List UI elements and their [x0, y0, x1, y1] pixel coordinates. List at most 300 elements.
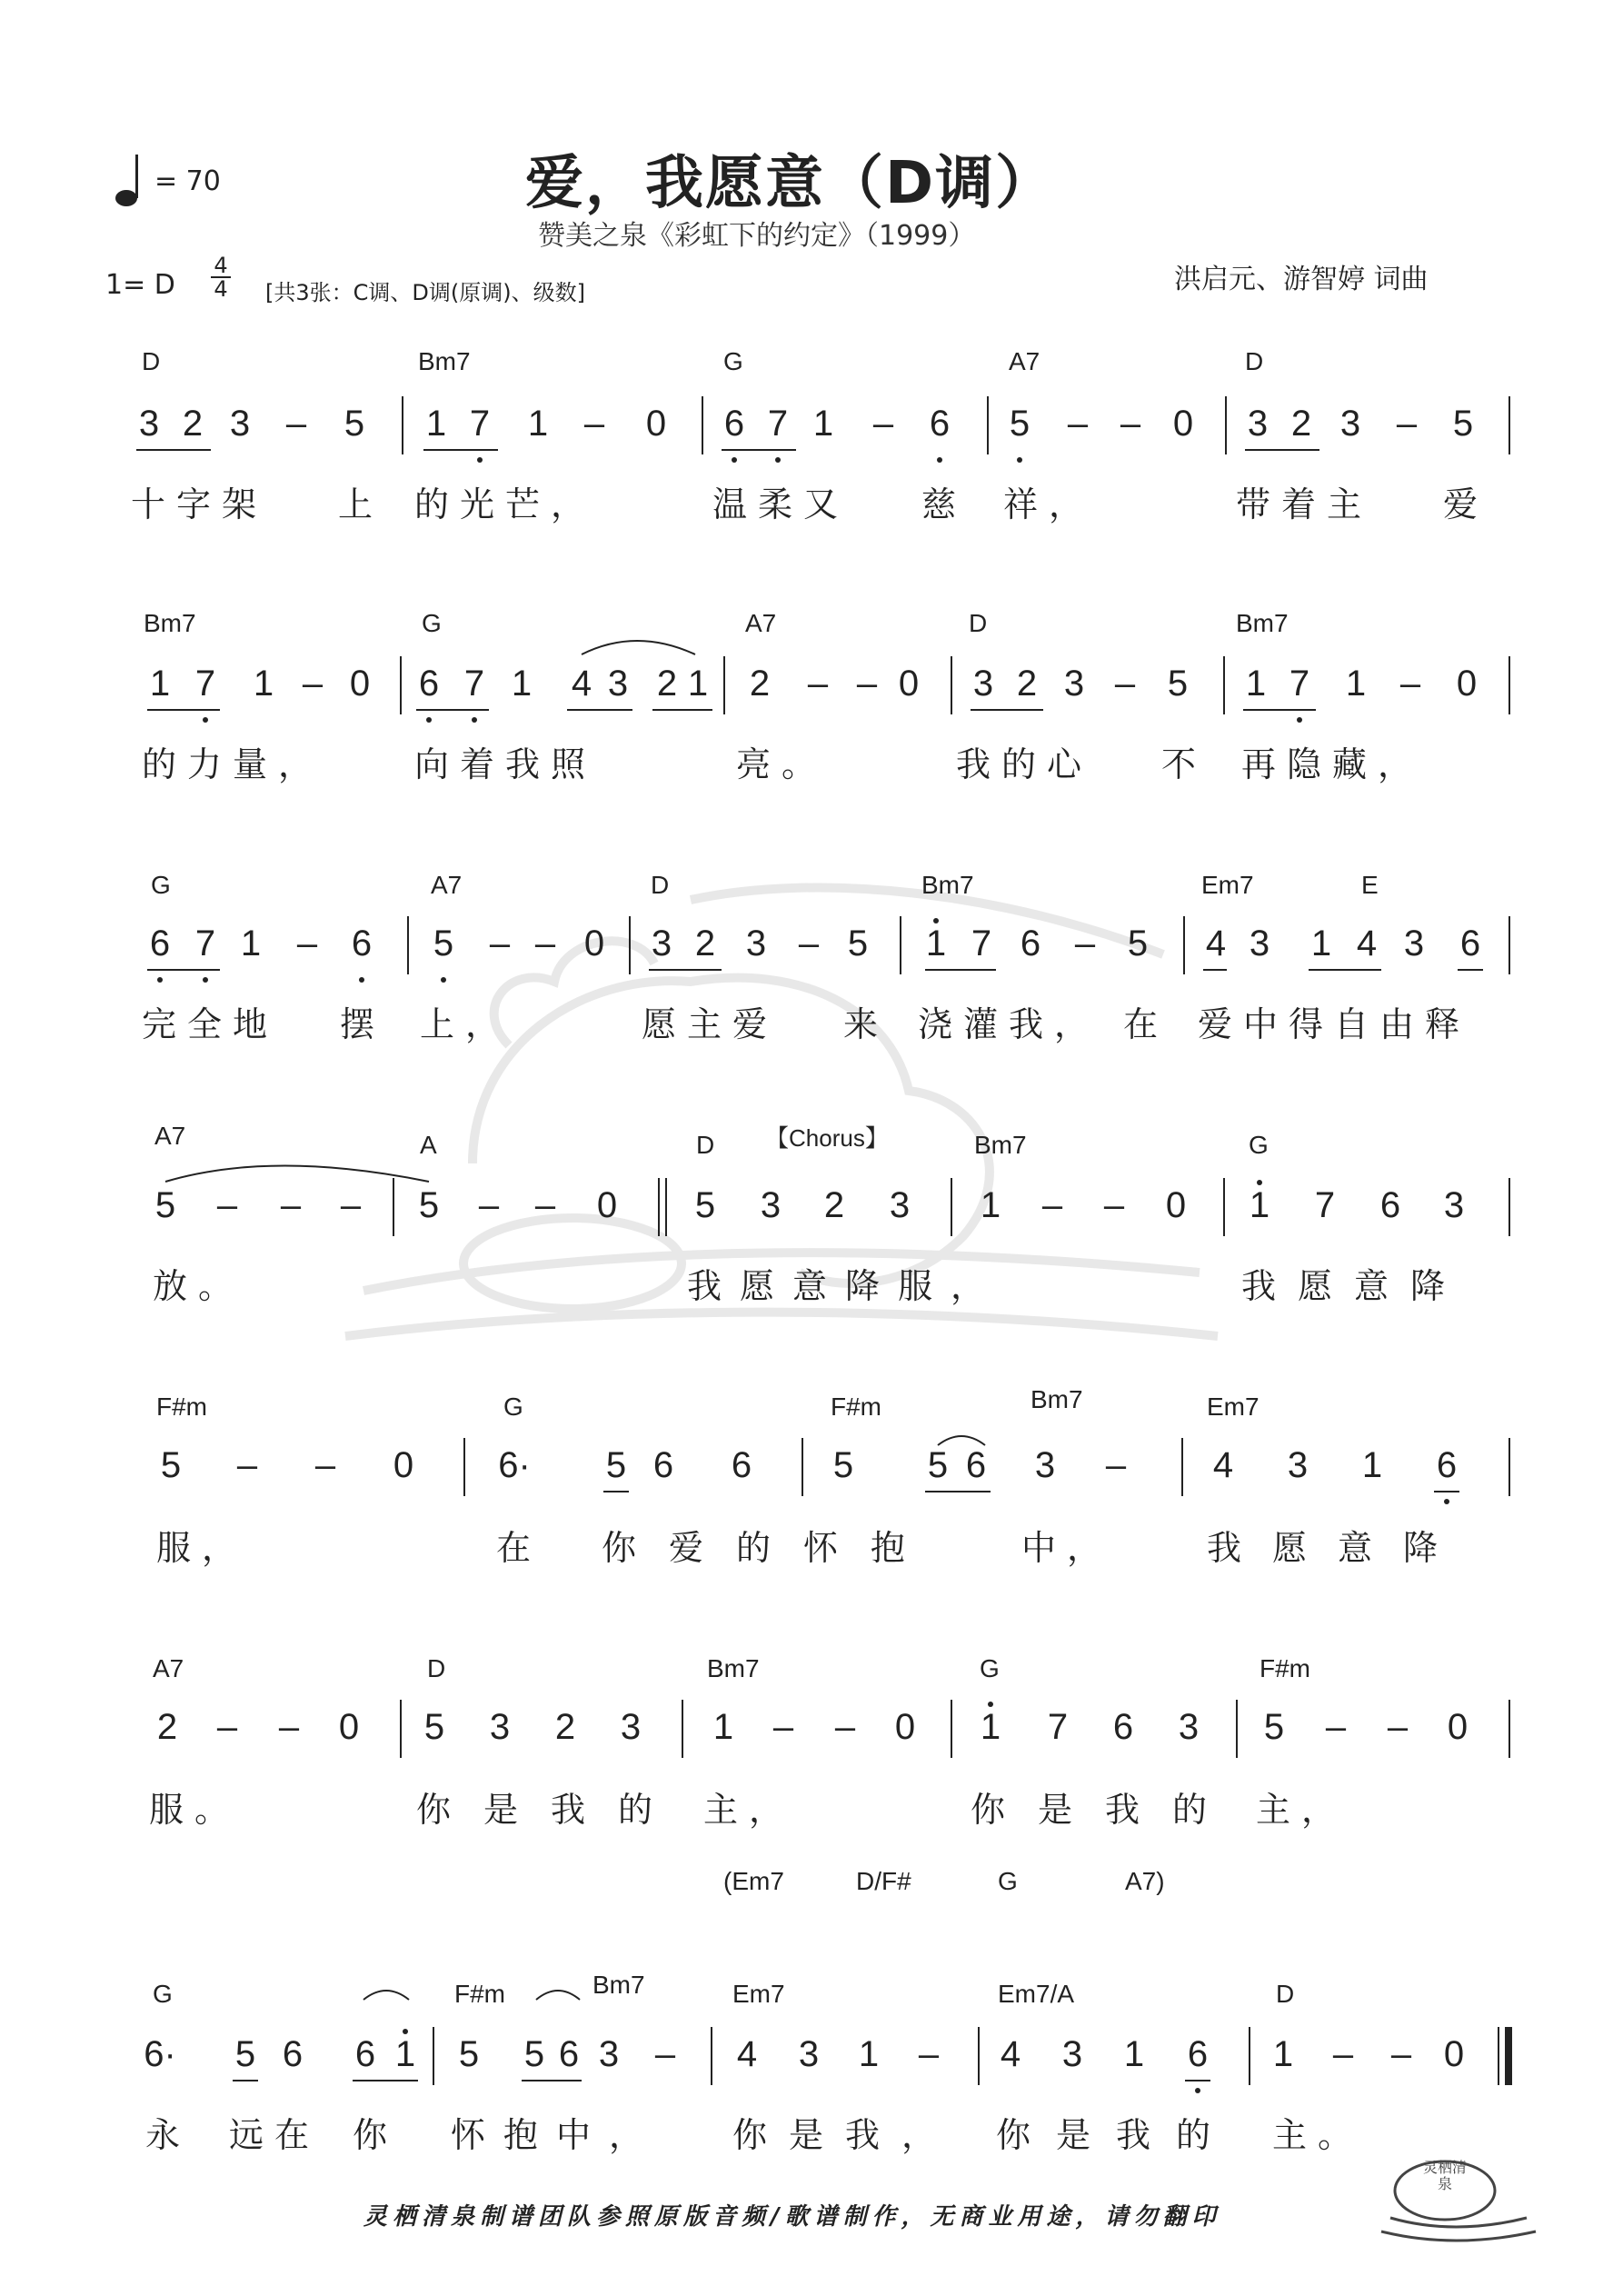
note: – [856, 664, 878, 704]
chord: Bm7 [707, 1654, 760, 1682]
note: 0 [894, 1707, 916, 1747]
bar-line [682, 1700, 683, 1758]
chord: G [422, 609, 442, 637]
chord: Bm7 [418, 347, 471, 375]
note: 2 [1016, 664, 1038, 704]
chord: Bm7 [974, 1131, 1027, 1159]
note: – [1325, 1707, 1347, 1747]
note: 6 [723, 404, 745, 444]
note: 1 [980, 1185, 1001, 1225]
chord: G [153, 1980, 173, 2008]
note: – [216, 1185, 238, 1225]
note: 1 [1272, 2034, 1294, 2074]
note: 2 [156, 1707, 178, 1747]
note: – [918, 2034, 940, 2074]
note: 6 [929, 404, 951, 444]
chord: Bm7 [592, 1971, 645, 1999]
note: 5 [847, 923, 869, 963]
beam [522, 2080, 582, 2081]
lyric: 爱中得自由释 [1198, 1004, 1471, 1044]
note: – [798, 923, 820, 963]
beam [1309, 969, 1381, 971]
lyric: 祥， [1003, 484, 1095, 524]
note: 0 [1165, 1185, 1187, 1225]
note: 0 [898, 664, 920, 704]
lyric: 慈 [921, 484, 968, 524]
note: 5 [605, 1445, 627, 1485]
chord: F#m [156, 1393, 207, 1421]
lyric: 放。 [153, 1266, 244, 1306]
note: – [302, 664, 324, 704]
lyric: 在 [496, 1528, 543, 1568]
chord: D [1245, 347, 1264, 375]
note: – [478, 1185, 500, 1225]
note: 7 [1047, 1707, 1069, 1747]
chord: Em7 [732, 1980, 785, 2008]
chord: Em7 [1201, 871, 1254, 899]
note: 0 [1456, 664, 1478, 704]
beam [147, 969, 220, 971]
chord: Bm7 [1236, 609, 1289, 637]
bar-line [1183, 916, 1185, 974]
note: 5 [1167, 664, 1189, 704]
chorus-section-label: 【Chorus】 [765, 1124, 889, 1152]
note: 3 [607, 664, 629, 704]
bar-line [723, 656, 725, 714]
note: – [1114, 664, 1136, 704]
note: 7 [194, 664, 216, 704]
octave-dot [988, 1702, 993, 1707]
lyric: 再隐藏， [1241, 744, 1424, 784]
note: 6 [418, 664, 440, 704]
song-title: 爱，我愿意（D调） [525, 150, 1056, 217]
note: 0 [596, 1185, 618, 1225]
note: 3 [972, 664, 994, 704]
chord: Bm7 [921, 871, 974, 899]
quarter-note-icon [115, 155, 138, 206]
note: 4 [1356, 923, 1378, 963]
note: 3 [1287, 1445, 1309, 1485]
note: 6 [351, 923, 373, 963]
octave-dot [477, 457, 483, 463]
note: 3 [1247, 404, 1269, 444]
lyric: 温柔又 [712, 484, 850, 524]
note: – [489, 923, 511, 963]
bar-line [1225, 396, 1227, 454]
chord: G [723, 347, 743, 375]
bar-line [702, 396, 703, 454]
note: 1 [511, 664, 533, 704]
lyric: 十字架 [131, 484, 268, 524]
note: 3 [1443, 1185, 1465, 1225]
note: 1 [394, 2034, 416, 2074]
note: 4 [1000, 2034, 1021, 2074]
beam [971, 709, 1043, 711]
beam [353, 2080, 418, 2081]
chord: G [980, 1654, 1000, 1682]
lyric: 的光芒， [414, 484, 597, 524]
note: 1 [1245, 664, 1267, 704]
chord: F#m [831, 1393, 881, 1421]
sheets-note: [共3张：C调、D调(原调)、级数] [265, 280, 585, 305]
bar-line [1223, 656, 1225, 714]
note: 3 [760, 1185, 782, 1225]
note: 3 [1403, 923, 1425, 963]
time-bottom: 4 [211, 276, 231, 300]
lyric: 在 [1123, 1004, 1170, 1044]
note: 6 [1459, 923, 1481, 963]
chord: E [1361, 871, 1379, 899]
note: 7 [469, 404, 491, 444]
note: 2 [182, 404, 204, 444]
note: 2 [554, 1707, 576, 1747]
octave-dot [426, 717, 432, 723]
beam [652, 709, 712, 711]
note: 0 [393, 1445, 414, 1485]
note: 6 [965, 1445, 987, 1485]
bar-line [1181, 1438, 1183, 1496]
note: 2 [1290, 404, 1312, 444]
lyric: 我愿意降 [1207, 1528, 1469, 1568]
note: – [1387, 1707, 1409, 1747]
note: 3 [1061, 2034, 1083, 2074]
bar-line [629, 916, 631, 974]
note: – [340, 1185, 362, 1225]
chord: A [420, 1131, 437, 1159]
time-signature [211, 255, 231, 300]
note: – [236, 1445, 258, 1485]
lyric: 爱 [1443, 484, 1489, 524]
note: 5 [154, 1185, 176, 1225]
lyric: 你爱的怀抱 [602, 1528, 939, 1568]
note: – [1396, 404, 1418, 444]
bar-line [951, 1178, 952, 1236]
chord: Bm7 [144, 609, 196, 637]
bar-line [463, 1438, 465, 1496]
beam [416, 709, 489, 711]
beam [423, 449, 498, 451]
note: 5 [1127, 923, 1149, 963]
note: 5 [1452, 404, 1474, 444]
chord: G [151, 871, 171, 899]
octave-dot [441, 977, 446, 983]
note: 3 [1178, 1707, 1200, 1747]
lyric: 你是我的 [996, 2115, 1237, 2155]
note: 1 [925, 923, 947, 963]
note: 1 [980, 1707, 1001, 1747]
beam [603, 1491, 629, 1492]
lyric: 主， [1256, 1790, 1348, 1830]
chord: F#m [1260, 1654, 1310, 1682]
lyric: 我的心 [956, 744, 1093, 784]
chord: A7 [154, 1122, 186, 1150]
beam [136, 449, 211, 451]
lyric: 你 [353, 2115, 399, 2155]
lyric: 远在 [229, 2115, 321, 2155]
note: 6 [282, 2034, 304, 2074]
tempo-marking: = 70 [154, 165, 221, 197]
bar-line [951, 1700, 952, 1758]
note: – [1120, 404, 1141, 444]
note: 5 [160, 1445, 182, 1485]
note: 4 [1212, 1445, 1234, 1485]
bar-line [402, 396, 403, 454]
beam [649, 969, 722, 971]
note: – [872, 404, 894, 444]
note: – [314, 1445, 336, 1485]
bar-line [1508, 656, 1510, 714]
note: 0 [1447, 1707, 1469, 1747]
beam [722, 449, 796, 451]
note: – [1399, 664, 1421, 704]
end-bar-line [1498, 2027, 1499, 2085]
logo-text: 灵栖清泉 [1423, 2159, 1468, 2192]
note: 5 [433, 923, 454, 963]
octave-dot [203, 717, 208, 723]
lyric: 愿主爱 [642, 1004, 779, 1044]
note: 3 [1063, 664, 1085, 704]
bar-line [900, 916, 901, 974]
note: 1 [149, 664, 171, 704]
note: – [285, 404, 307, 444]
note: 5 [344, 404, 365, 444]
octave-dot [933, 918, 939, 923]
note: 0 [645, 404, 667, 444]
chord: D [427, 1654, 446, 1682]
lyric: 亮。 [736, 744, 828, 784]
note: 7 [1289, 664, 1310, 704]
lyric: 上 [338, 484, 384, 524]
note: 3 [598, 2034, 620, 2074]
beam [233, 2080, 258, 2081]
bar-line [1236, 1700, 1238, 1758]
chord: A7 [431, 871, 463, 899]
octave-dot [732, 457, 737, 463]
alt-chord: G [998, 1867, 1018, 1895]
note: 6· [144, 2034, 176, 2074]
bar-line [711, 2027, 712, 2085]
note: 1 [1123, 2034, 1145, 2074]
note: – [296, 923, 318, 963]
bar-line [802, 1438, 803, 1496]
note: – [834, 1707, 856, 1747]
bar-line [1508, 396, 1510, 454]
note: 5 [458, 2034, 480, 2074]
chord: Em7/A [998, 1980, 1075, 2008]
beam [567, 709, 632, 711]
note: – [278, 1707, 300, 1747]
bar-line [1508, 1178, 1510, 1236]
note: 3 [229, 404, 251, 444]
note: – [1074, 923, 1096, 963]
octave-dot [1195, 2088, 1200, 2093]
chord: F#m [454, 1980, 505, 2008]
note: 7 [1314, 1185, 1336, 1225]
octave-dot [1444, 1499, 1449, 1504]
chord: D [1276, 1980, 1295, 2008]
beam [1245, 449, 1319, 451]
lyric: 服。 [149, 1790, 241, 1830]
note: 6 [354, 2034, 376, 2074]
lyric: 永 [145, 2115, 192, 2155]
chord: G [503, 1393, 523, 1421]
octave-dot [157, 977, 163, 983]
note: 5 [832, 1445, 854, 1485]
bar-line [1223, 1178, 1225, 1236]
note: 0 [349, 664, 371, 704]
note: 2 [749, 664, 771, 704]
note: 4 [1205, 923, 1227, 963]
note: 5 [927, 1445, 949, 1485]
lyric: 我愿意降 [1241, 1266, 1468, 1306]
note: 5 [694, 1185, 716, 1225]
note: 3 [798, 2034, 820, 2074]
octave-dot [1297, 717, 1302, 723]
note: 7 [971, 923, 992, 963]
note: 1 [1361, 1445, 1383, 1485]
chord: D [969, 609, 988, 637]
bar-line [665, 1178, 667, 1236]
note: 7 [767, 404, 789, 444]
octave-dot [472, 717, 477, 723]
note: 6 [652, 1445, 674, 1485]
note: 0 [1172, 404, 1194, 444]
bar-line [1249, 2027, 1250, 2085]
note: – [807, 664, 829, 704]
note: – [534, 923, 556, 963]
lyric: 的力量， [142, 744, 324, 784]
lyric: 浇灌我， [918, 1004, 1100, 1044]
bar-line [433, 2027, 434, 2085]
lyric: 我愿意降服， [687, 1266, 1004, 1306]
note: 1 [712, 1707, 734, 1747]
chord: D [651, 871, 670, 899]
note: 6 [558, 2034, 580, 2074]
chord: Bm7 [1031, 1385, 1083, 1413]
note: 1 [1310, 923, 1332, 963]
note: 3 [889, 1185, 911, 1225]
lyric: 摆 [340, 1004, 386, 1044]
lyric: 服， [156, 1528, 248, 1568]
note: – [1103, 1185, 1125, 1225]
note: 1 [687, 664, 709, 704]
chord: D [696, 1131, 715, 1159]
note: 3 [138, 404, 160, 444]
lyric: 上， [420, 1004, 512, 1044]
lyric: 主。 [1272, 2115, 1364, 2155]
note: – [772, 1707, 794, 1747]
beam [925, 969, 996, 971]
note: – [534, 1185, 556, 1225]
beam [925, 1491, 991, 1492]
note: 7 [463, 664, 485, 704]
lyric: 中， [1021, 1528, 1113, 1568]
note: – [1041, 1185, 1063, 1225]
note: 0 [1443, 2034, 1465, 2074]
note: 5 [234, 2034, 256, 2074]
beam [1203, 969, 1227, 971]
note: 1 [1249, 1185, 1270, 1225]
note: 1 [858, 2034, 880, 2074]
note: 0 [583, 923, 605, 963]
beam [1458, 969, 1483, 971]
lyric: 怀抱中， [451, 2115, 662, 2155]
note: 2 [656, 664, 678, 704]
alt-chord: D/F# [856, 1867, 911, 1895]
bar-line [658, 1178, 660, 1236]
chord: D [142, 347, 161, 375]
note: 6 [1379, 1185, 1401, 1225]
note: 5 [423, 1707, 445, 1747]
note: 1 [812, 404, 834, 444]
note: 3 [1249, 923, 1270, 963]
note: – [654, 2034, 676, 2074]
note: – [1067, 404, 1089, 444]
note: 0 [338, 1707, 360, 1747]
note: 3 [651, 923, 672, 963]
note: 1 [240, 923, 262, 963]
lyric: 你是我， [732, 2115, 959, 2155]
authors: 洪启元、游智婷 词曲 [1174, 264, 1429, 295]
bar-line [393, 1178, 394, 1236]
note: 6 [1187, 2034, 1209, 2074]
note: 6· [498, 1445, 531, 1485]
chord: A7 [745, 609, 777, 637]
note: 1 [425, 404, 447, 444]
note: 1 [1345, 664, 1367, 704]
chord: A7 [1009, 347, 1041, 375]
note: – [1105, 1445, 1127, 1485]
end-bar-line-thick [1505, 2027, 1512, 2085]
note: 6 [1112, 1707, 1134, 1747]
note: 6 [149, 923, 171, 963]
octave-dot [359, 977, 364, 983]
lyric: 带着主 [1236, 484, 1373, 524]
note: – [1390, 2034, 1412, 2074]
footer-note: 灵栖清泉制谱团队参照原版音频/歌谱制作，无商业用途，请勿翻印 [363, 2203, 1221, 2231]
key-signature: 1= D [105, 269, 175, 301]
note: 7 [194, 923, 216, 963]
bar-line [400, 656, 402, 714]
note: 1 [527, 404, 549, 444]
note: – [1332, 2034, 1354, 2074]
bar-line [400, 1700, 402, 1758]
note: 3 [489, 1707, 511, 1747]
lyric: 主， [703, 1790, 795, 1830]
bar-line [951, 656, 952, 714]
lyric: 不 [1161, 744, 1208, 784]
bar-line [1508, 916, 1510, 974]
note: 5 [1009, 404, 1031, 444]
lyric: 你是我的 [416, 1790, 686, 1830]
time-top: 4 [214, 253, 228, 278]
octave-dot [775, 457, 781, 463]
chord: G [1249, 1131, 1269, 1159]
note: 3 [745, 923, 767, 963]
note: 3 [1034, 1445, 1056, 1485]
bar-line [978, 2027, 980, 2085]
note: 5 [1263, 1707, 1285, 1747]
alt-chord: (Em7 [723, 1867, 784, 1895]
lyric: 你是我的 [971, 1790, 1240, 1830]
note: 5 [418, 1185, 440, 1225]
chord: Em7 [1207, 1393, 1260, 1421]
octave-dot [937, 457, 942, 463]
note: – [280, 1185, 302, 1225]
album-subtitle: 赞美之泉《彩虹下的约定》（1999） [538, 220, 976, 252]
beam [147, 709, 220, 711]
beam [1185, 2080, 1210, 2081]
